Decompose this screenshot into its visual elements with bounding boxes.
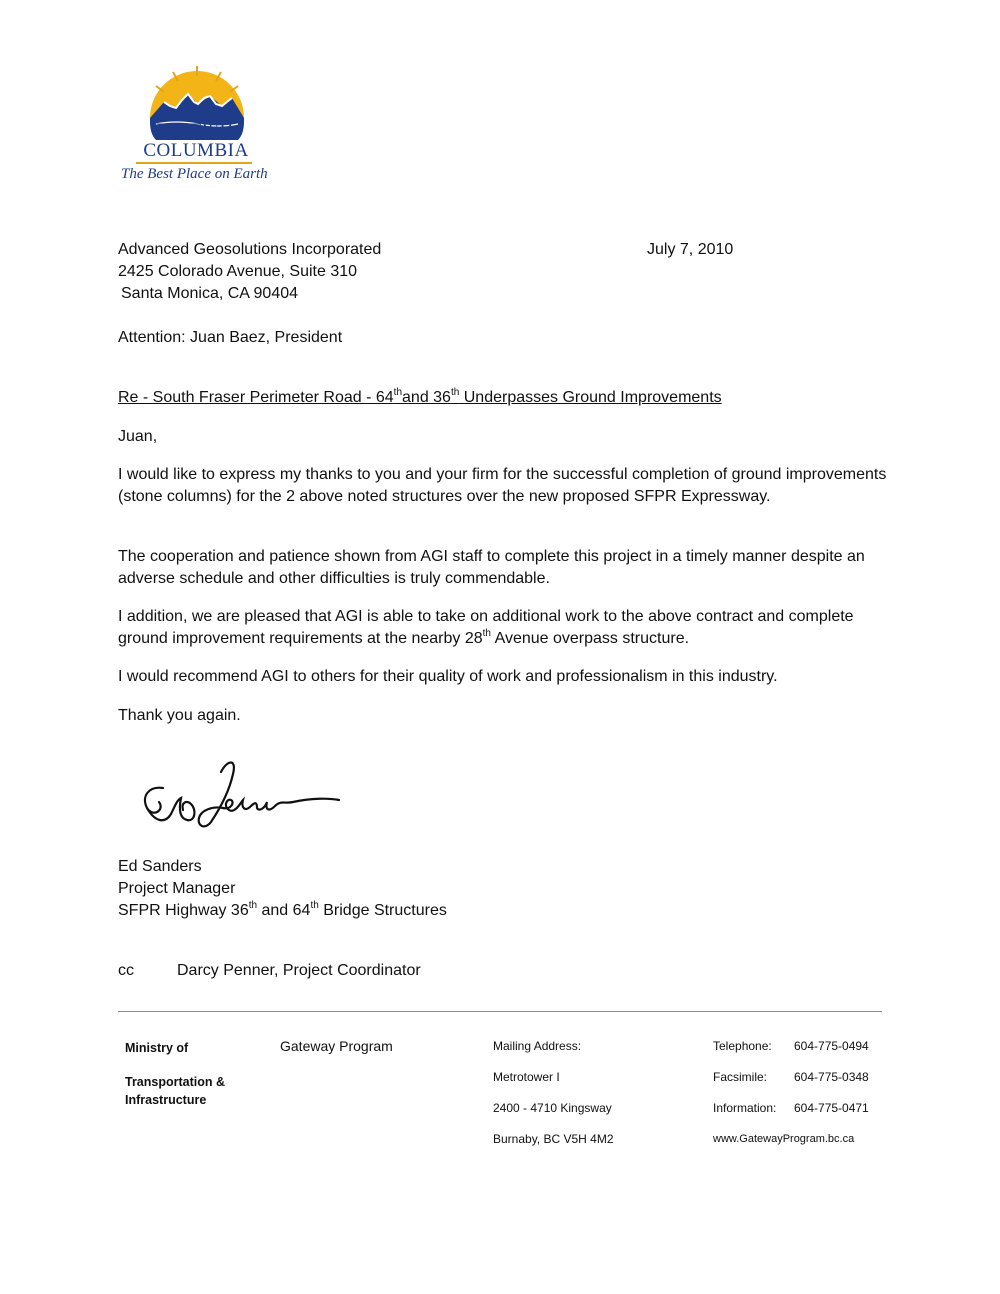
subject-part-2: and 36 (402, 389, 451, 406)
logo-text-columbia: COLUMBIA (143, 140, 249, 161)
footer-telephone: 604-775-0494 (794, 1039, 869, 1053)
cc-label: cc (118, 962, 134, 979)
footer-fax-label: Facsimile: (713, 1070, 768, 1084)
signer-role-sup-1: th (248, 899, 258, 911)
recipient-company: Advanced Geosolutions Incorporated (118, 241, 382, 258)
signer-role-part-1: SFPR Highway 36 (118, 902, 249, 919)
cc-name: Darcy Penner, Project Coordinator (177, 962, 421, 979)
footer-info-label: Information: (713, 1101, 777, 1115)
signer-role-part-3: Bridge Structures (318, 902, 447, 919)
footer-website-link[interactable]: www.GatewayProgram.bc.ca (713, 1133, 855, 1145)
logo-text-british: BRITISH (156, 120, 234, 141)
subject-sup-2: th (450, 386, 460, 398)
subject-part-1: Re - South Fraser Perimeter Road - 64 (118, 389, 394, 406)
footer-address-line-3: Burnaby, BC V5H 4M2 (493, 1132, 614, 1146)
footer-mailing-label: Mailing Address: (493, 1039, 582, 1053)
subject-sup-1: th (393, 386, 403, 398)
paragraph-thanks: I would like to express my thanks to you and your firm for the successful completion of ground improvements (stone columns) for the 2 above noted structures over the new proposed SFPR Expressway. (118, 466, 887, 505)
footer-address-line-2: 2400 - 4710 Kingsway (493, 1101, 612, 1115)
handwritten-signature (135, 752, 345, 832)
letter-date: July 7, 2010 (647, 241, 734, 258)
subject-part-3: Underpasses Ground Improvements (459, 389, 722, 406)
footer-ministry-line-1: Ministry of (125, 1041, 189, 1055)
paragraph-addition-part-1: I addition, we are pleased that AGI is able to take on additional work to the above contract and complete ground improvement requirements at the nearby 28 (118, 608, 854, 647)
footer-divider (118, 1011, 882, 1012)
footer-info: 604-775-0471 (794, 1101, 869, 1115)
paragraph-addition (118, 606, 888, 650)
paragraph-addition-part-2: Avenue overpass structure. (491, 630, 690, 647)
attention-line: Attention: Juan Baez, President (118, 329, 343, 346)
footer-fax: 604-775-0348 (794, 1070, 869, 1084)
paragraph-closing: Thank you again. (118, 707, 241, 724)
footer-program: Gateway Program (280, 1038, 393, 1054)
signer-role (118, 900, 447, 922)
paragraph-cooperation: The cooperation and patience shown from AGI staff to complete this project in a timely manner despite an adverse schedule and other difficulties is truly commendable. (118, 548, 865, 587)
signer-role-sup-2: th (310, 899, 319, 911)
subject-line (118, 387, 722, 409)
paragraph-recommend: I would recommend AGI to others for their quality of work and professionalism in this industry. (118, 668, 778, 685)
signer-title: Project Manager (118, 880, 236, 897)
paragraph-addition-sup: th (482, 627, 491, 639)
footer-address-line-1: Metrotower I (493, 1070, 560, 1084)
logo-tagline: The Best Place on Earth (121, 166, 268, 182)
footer-telephone-label: Telephone: (713, 1039, 772, 1053)
footer-ministry-line-3: Infrastructure (125, 1093, 207, 1107)
signer-name: Ed Sanders (118, 858, 202, 875)
footer-ministry-line-2: Transportation & (125, 1075, 226, 1089)
salutation: Juan, (118, 428, 158, 445)
signer-role-part-2: and 64 (257, 902, 311, 919)
logo-divider (136, 162, 252, 164)
recipient-city: Santa Monica, CA 90404 (121, 285, 299, 302)
recipient-street: 2425 Colorado Avenue, Suite 310 (118, 263, 358, 280)
